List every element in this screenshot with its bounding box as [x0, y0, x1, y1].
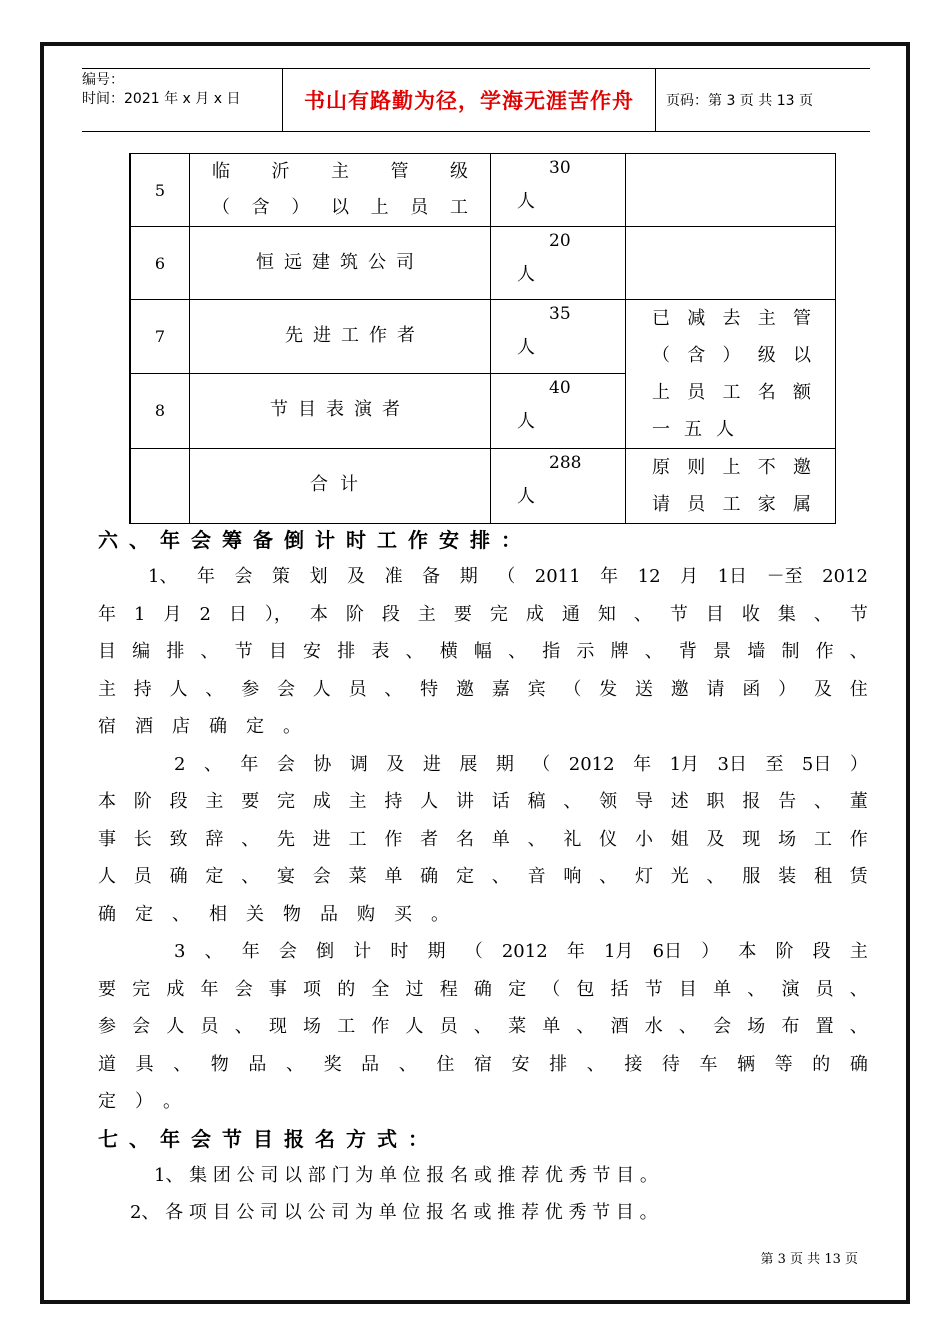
row-number: 6 [131, 227, 190, 300]
table-row-total [131, 449, 836, 524]
row-number: 5 [131, 154, 190, 227]
row-name [190, 154, 491, 227]
count-unit: 人 [517, 191, 535, 212]
time-label: 时间：2021 年 x 月 x 日 [82, 91, 241, 107]
count-value: 40 [549, 377, 571, 398]
page-header [82, 68, 870, 132]
section-7-heading: 七、年会节目报名方式： [98, 1126, 439, 1151]
text-line: 事 长 致 辞 、 先 进 工 作 者 名 单 、 礼 仪 小 姐 及 现 场 工 作 [98, 828, 868, 850]
header-meta [82, 69, 282, 131]
note-line: 一五人 [652, 419, 748, 440]
text-line: 参 会 人 员 、 现 场 工 作 人 员 、 菜 单 、 酒 水 、 会 场 布 置 、 [98, 1016, 868, 1037]
number-label: 编号： [82, 72, 124, 88]
row-count [491, 373, 626, 448]
row-number: 7 [131, 300, 190, 374]
row-name-text: 合计 [310, 474, 370, 495]
count-value: 20 [549, 231, 571, 251]
text-line: 主 持 人 、 参 会 人 员 、 特 邀 嘉 宾 （ 发 送 邀 请 函 ） 及 住 [98, 678, 868, 700]
row-name-line2: （ 含 ） 以 上 员 工 [212, 197, 468, 218]
row-name [190, 227, 491, 300]
row-count [491, 449, 626, 524]
text-line: 2、 各 项 目 公 司 以 公 司 为 单 位 报 名 或 推 荐 优 秀 节 目 。 [130, 1202, 658, 1223]
text-line: 宿酒店确定。 [98, 716, 320, 737]
header-page-label: 页码：第 3 页 共 13 页 [666, 93, 813, 109]
row-name-text: 先进工作者 [285, 325, 425, 346]
note-line: 请 员 工 家 属 [652, 494, 811, 515]
note-line: 已 减 去 主 管 [652, 308, 811, 329]
count-value: 30 [549, 158, 571, 178]
text-line: 人 员 确 定 、 宴 会 菜 单 确 定 、 音 响 、 灯 光 、 服 装 租 赁 [98, 866, 868, 887]
count-unit: 人 [517, 410, 535, 432]
row-count [491, 300, 626, 374]
count-unit: 人 [517, 337, 535, 358]
table-row [131, 154, 836, 227]
section-6-heading: 六、年会筹备倒计时工作安排： [98, 528, 532, 552]
section-6-item-1 [98, 558, 868, 746]
section-6-item-3 [98, 933, 868, 1121]
text-line: 定）。 [98, 1091, 200, 1112]
text-line: 要 完 成 年 会 事 项 的 全 过 程 确 定 （ 包 括 节 目 单 、 演 员 、 [98, 978, 868, 1000]
count-unit: 人 [517, 486, 535, 507]
section-6-item-2 [98, 746, 868, 934]
note-line: 上 员 工 名 额 [652, 382, 811, 403]
table-row [131, 300, 836, 374]
row-note-total [626, 449, 836, 524]
row-name-text: 节目表演者 [270, 398, 410, 420]
document-body [98, 522, 868, 1232]
attendee-table [130, 153, 836, 524]
row-name [190, 449, 491, 524]
header-motto: 书山有路勤为径，学海无涯苦作舟 [282, 69, 656, 131]
row-count [491, 227, 626, 300]
text-line: 年 1 月 2 日 ）， 本 阶 段 主 要 完 成 通 知 、 节 目 收 集 、 节 [98, 603, 868, 625]
count-unit: 人 [517, 264, 535, 285]
note-line: 原 则 上 不 邀 [652, 457, 811, 478]
note-line: （ 含 ） 级 以 [652, 345, 811, 366]
text-line: 3 、 年 会 倒 计 时 期 （ 2012 年 1月 6日 ） 本 阶 段 主 [174, 941, 868, 962]
section-7-items [98, 1157, 868, 1232]
row-name-line1: 临 沂 主 管 级 [212, 161, 468, 182]
row-note-merged [626, 300, 836, 449]
row-note [626, 227, 836, 300]
text-line: 本 阶 段 主 要 完 成 主 持 人 讲 话 稿 、 领 导 述 职 报 告 、 董 [98, 791, 868, 812]
text-line: 确定、相关物品购买。 [98, 903, 468, 925]
row-note [626, 154, 836, 227]
page-footer: 第 3 页 共 13 页 [760, 1252, 858, 1267]
row-number [131, 449, 190, 524]
count-value: 35 [549, 304, 571, 324]
row-count [491, 154, 626, 227]
table-row [131, 227, 836, 300]
row-number: 8 [131, 373, 190, 448]
text-line: 道 具 、 物 品 、 奖 品 、 住 宿 安 排 、 接 待 车 辆 等 的 确 [98, 1053, 868, 1075]
text-line: 2 、 年 会 协 调 及 进 展 期 （ 2012 年 1月 3日 至 5日 ） [174, 753, 868, 775]
row-name [190, 300, 491, 374]
row-name-text: 恒远建筑公司 [256, 252, 424, 273]
text-line: 目 编 排 、 节 目 安 排 表 、 横 幅 、 指 示 牌 、 背 景 墙 制 作 、 [98, 641, 868, 662]
count-value: 288 [549, 453, 582, 473]
text-line: 1、 年 会 策 划 及 准 备 期 （ 2011 年 12 月 1日 －至 2012 [148, 566, 868, 587]
row-name [190, 373, 491, 448]
text-line: 1、 集 团 公 司 以 部 门 为 单 位 报 名 或 推 荐 优 秀 节 目 。 [154, 1164, 658, 1186]
